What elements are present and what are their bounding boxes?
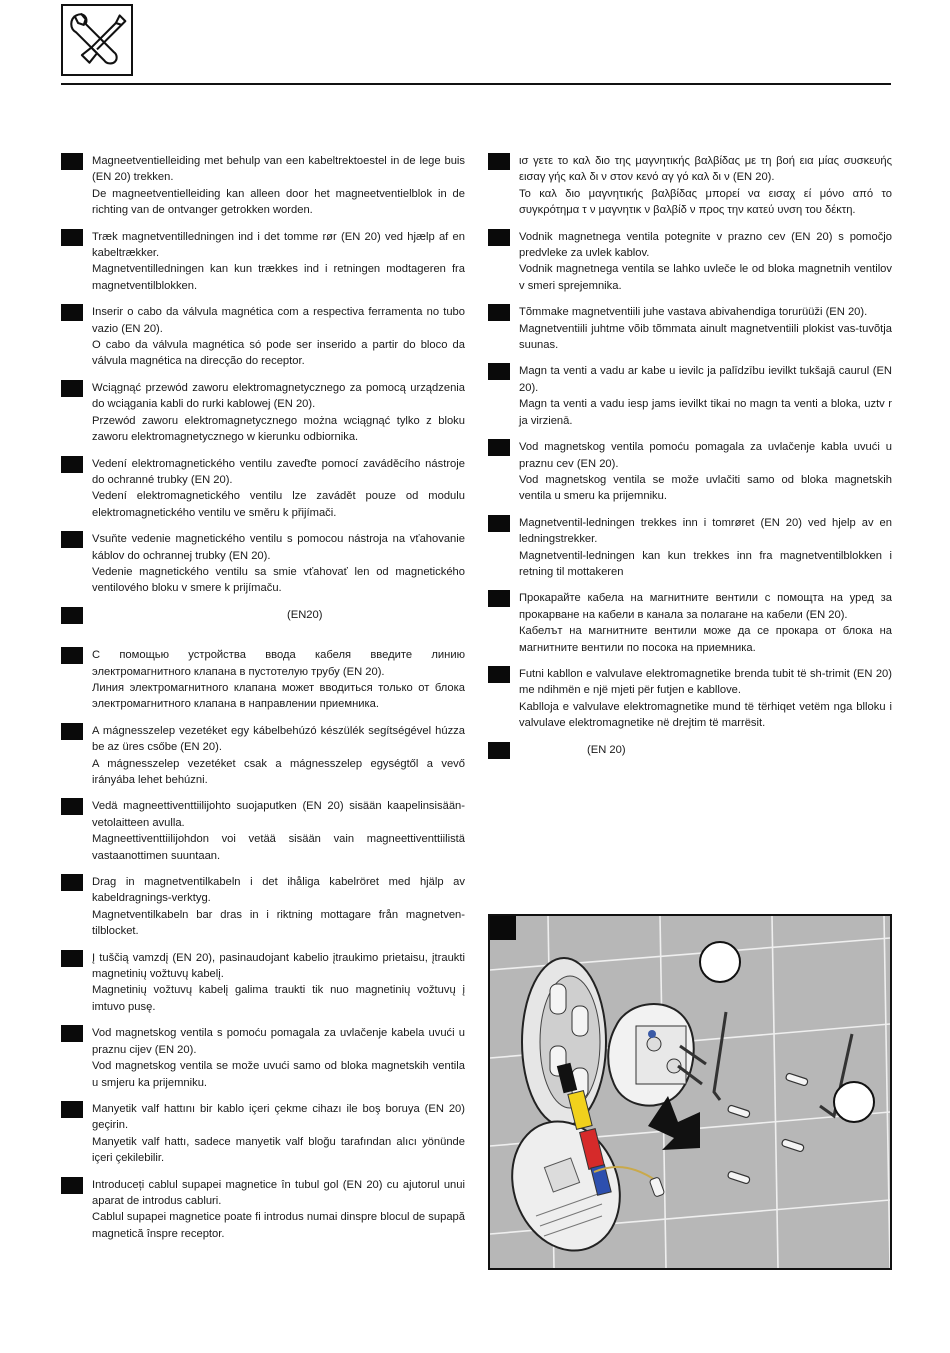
instruction-entry [61, 380, 465, 446]
instruction-line: Inserir o cabo da válvula magnética com a respectiva ferramenta no tubo vazio (EN 20). [92, 306, 465, 335]
instruction-text [92, 723, 465, 789]
instruction-line: Przewód zaworu elektromagnetycznego można wciągnąć tylko z bloku zaworu elektromagnetycznego w kierunku odbiornika. [92, 414, 465, 444]
language-marker [488, 590, 510, 607]
language-marker [61, 950, 83, 967]
language-marker [61, 456, 83, 473]
instruction-text [519, 304, 892, 353]
instruction-entry [488, 515, 892, 581]
instruction-line: Vod magnetskog ventila pomoću pomagala za uvlačenje kabla uvući u praznu cev (EN 20). [519, 441, 892, 470]
instruction-text [92, 153, 465, 219]
language-marker [61, 153, 83, 170]
instruction-text [519, 742, 892, 758]
instruction-text [92, 607, 465, 623]
language-marker [61, 380, 83, 397]
instruction-text [92, 229, 465, 295]
language-marker [61, 531, 83, 548]
wrench-screwdriver-icon [63, 6, 131, 74]
instruction-line: Wciągnąć przewód zaworu elektromagnetycznego za pomocą urządzenia do wciągania kabli do rurki kablowej (EN 20). [92, 381, 465, 411]
instruction-entry [61, 1177, 465, 1243]
instruction-entry [488, 363, 892, 429]
instruction-line: Прокарайте кабела на магнитните вентили с помощта на уред за прокарване на кабели в канала за полагане на кабели (EN 20). [519, 592, 892, 621]
instruction-entry [488, 590, 892, 656]
instruction-entry [488, 153, 892, 219]
instruction-entry [488, 229, 892, 295]
instruction-line: Cablul supapei magnetice poate fi introdus numai dinspre blocul de supapă magnetică înspre receptor. [92, 1211, 465, 1240]
instruction-line: Drag in magnetventilkabeln i det ihåliga kabelröret med hjälp av kabeldragnings-verktyg. [92, 876, 465, 905]
instruction-line: Vodnik magnetnega ventila potegnite v prazno cev (EN 20) s pomočjo predvleke za uvlek kablov. [519, 230, 892, 260]
instruction-entry [61, 456, 465, 522]
language-marker [61, 798, 83, 815]
language-marker [488, 304, 510, 321]
language-marker [61, 723, 83, 740]
instruction-entry [61, 874, 465, 940]
language-marker [61, 304, 83, 321]
instruction-line: Vsuňte vedenie magnetického ventilu s pomocou nástroja na vťahovanie káblov do ochrannej trubky (EN 20). [92, 533, 465, 562]
instruction-text [92, 950, 465, 1016]
instruction-line: Το καλ διο μαγνητικής βαλβίδας μπορεί να εισαχ εί μόνο από το συγκρότημα τ ν μαγνητικ ν βαλβίδ ν προς την κατεύ υνση του δέκτη. [519, 187, 892, 217]
instruction-entry [488, 666, 892, 732]
instruction-line: (EN20) [287, 608, 323, 621]
language-marker [488, 229, 510, 246]
instruction-line: Træk magnetventilledningen ind i det tomme rør (EN 20) ved hjælp af en kabeltrækker. [92, 230, 465, 260]
instruction-line: Magnetventil-ledningen trekkes inn i tomrøret (EN 20) ved hjelp av en ledningstrekker. [519, 516, 892, 546]
instruction-line: Magneetventielleiding met behulp van een kabeltrektoestel in de lege buis (EN 20) trekken. [92, 155, 465, 184]
instruction-line: Magn ta venti a vadu iesp jams ievilkt tikai no magn ta venti a bloka, uztv r ja virzienā. [519, 398, 892, 427]
instruction-entry [61, 1101, 465, 1167]
instruction-text [92, 1025, 465, 1091]
instruction-line: Introduceți cablul supapei magnetice în tubul gol (EN 20) cu ajutorul unui aparat de introdus cabluri. [92, 1178, 465, 1207]
instruction-entry [488, 742, 892, 758]
instruction-line: Kablloja e valvulave elektromagnetike mund të tërhiqet vetëm nga blloku i valvulave elektromagnetike në drejtim të marrësit. [519, 700, 892, 730]
instruction-line: Vedä magneettiventtiilijohto suojaputken (EN 20) sisään kaapelinsisään-vetolaitteen avulla. [92, 800, 465, 829]
instruction-line: Magn ta venti a vadu ar kabe u ievilc ja palīdzību ievilkt tukšajā caurul (EN 20). [519, 365, 892, 394]
language-marker [488, 153, 510, 170]
language-marker [61, 1101, 83, 1118]
instruction-line: Линия электромагнитного клапана может вводиться только от блока электромагнитного клапана в направлении приемника. [92, 681, 465, 711]
instruction-line: Magnetventilkabeln bar dras in i riktning mottagare från magnetven-tilblocket. [92, 908, 465, 938]
hex-key-left [714, 1012, 726, 1100]
instruction-text [519, 590, 892, 656]
left-column [61, 153, 465, 1252]
instruction-entry [61, 531, 465, 597]
instruction-line: ισ γετε το καλ διο της μαγνητικής βαλβίδας με τη βοή εια μίας συσκευής εισαγ γής καλ δι ν στον κενό αγ γό καλ δι ν (EN 20). [519, 155, 892, 184]
instruction-text [92, 798, 465, 864]
instruction-line: Vod magnetskog ventila s pomoću pomagala za uvlačenje kabela uvući u praznu cijev (EN 20). [92, 1027, 465, 1056]
mounting-box [522, 958, 606, 1126]
instruction-line: Manyetik valf hattı, sadece manyetik valf bloğu tarafından alıcı yönünde içeri çekilebilir. [92, 1135, 465, 1165]
instruction-text [519, 229, 892, 295]
instruction-line: Vod magnetskog ventila se može uvući samo od bloka magnetskih ventila u smjeru ka prijemniku. [92, 1060, 465, 1089]
language-marker [61, 874, 83, 891]
instruction-entry [61, 798, 465, 864]
tools-icon-box [61, 4, 133, 76]
instruction-text [92, 380, 465, 446]
instruction-entry [61, 723, 465, 789]
instruction-line: Magneettiventtiilijohdon voi vetää sisään vain magneettiventtiilistä vastaanottimen suuntaan. [92, 833, 465, 862]
right-column [488, 153, 892, 768]
instruction-text [92, 1177, 465, 1243]
instruction-line: Vod magnetskog ventila se može uvlačiti samo od bloka magnetskih ventila u smeru ka prijemniku. [519, 473, 892, 503]
language-marker [488, 742, 510, 759]
language-marker [488, 666, 510, 683]
instruction-entry [61, 647, 465, 713]
language-marker [61, 607, 83, 624]
instruction-entry [61, 153, 465, 219]
screw-set [727, 1073, 808, 1184]
language-marker [488, 363, 510, 380]
instruction-line: A mágnesszelep vezetéket egy kábelbehúzó készülék segítségével húzza be az üres csőbe (EN 20). [92, 724, 465, 754]
instruction-line: Magnetventiili juhtme võib tõmmata ainult magnetventiili plokist vas-tuvõtja suunas. [519, 322, 892, 352]
language-marker [61, 647, 83, 664]
instruction-line: Magnetinių vožtuvų kabelį galima traukti tik nuo magnetinių vožtuvų į imtuvo pusę. [92, 984, 465, 1013]
language-marker [61, 1025, 83, 1042]
instruction-text [519, 439, 892, 505]
instruction-entry [488, 304, 892, 353]
instruction-text [519, 666, 892, 732]
instruction-entry [61, 229, 465, 295]
instruction-entry [61, 607, 465, 637]
instruction-entry [488, 439, 892, 505]
instruction-text [92, 456, 465, 522]
instruction-line: Magnetventil-ledningen kan kun trekkes inn fra magnetventilblokken i retning til mottakeren [519, 549, 892, 578]
callout-a [700, 942, 740, 982]
instruction-line: Vedení elektromagnetického ventilu zaveďte pomocí zaváděcího nástroje do ochranné trubky (EN 20). [92, 457, 465, 486]
instruction-text [92, 874, 465, 940]
instruction-line: Futni kabllon e valvulave elektromagnetike brenda tubit të sh-trimit (EN 20) me ndihmën e një mjeti për futjen e kabllove. [519, 667, 892, 697]
instruction-line: (EN 20) [587, 743, 626, 756]
installation-figure [488, 914, 892, 1270]
instruction-text [92, 531, 465, 597]
instruction-line: Vedenie magnetického ventilu sa smie vťahovať len od magnetického ventilového bloku v smere k prijímaču. [92, 565, 465, 595]
instruction-text [519, 515, 892, 581]
instruction-text [92, 1101, 465, 1167]
instruction-line: Vedení elektromagnetického ventilu lze zavádět pouze od modulu elektromagnetického ventilu ve směru k přijímači. [92, 490, 465, 519]
instruction-entry [61, 950, 465, 1016]
language-marker [488, 439, 510, 456]
instruction-text [92, 647, 465, 713]
instruction-line: Tõmmake magnetventiili juhe vastava abivahendiga torurüüži (EN 20). [519, 306, 868, 319]
instruction-line: С помощью устройства ввода кабеля введите линию электромагнитного клапана в пустотелую трубу (EN 20). [92, 649, 465, 678]
language-marker [488, 515, 510, 532]
valve-block [608, 1004, 706, 1106]
instruction-entry [61, 304, 465, 370]
instruction-text [92, 304, 465, 370]
language-marker [61, 1177, 83, 1194]
instruction-line: A mágnesszelep vezetéket csak a mágnesszelep egységtől a vevő irányába lehet behúzni. [92, 757, 465, 786]
instruction-text [519, 363, 892, 429]
instruction-text [519, 153, 892, 219]
language-marker [61, 229, 83, 246]
instruction-line: Į tuščią vamzdį (EN 20), pasinaudojant kabelio įtraukimo prietaisu, įtraukti magnetinių vožtuvų kabelį. [92, 951, 465, 981]
instruction-line: Manyetik valf hattını bir kablo içeri çekme cihazı ile boş boruya (EN 20) geçirin. [92, 1102, 465, 1132]
instruction-line: De magneetventielleiding kan alleen door het magneetventielblok in de richting van de ontvanger getrokken worden. [92, 187, 465, 217]
callout-b [834, 1082, 874, 1122]
instruction-line: O cabo da válvula magnética só pode ser inserido a partir do bloco da válvula magnética na direcção do receptor. [92, 339, 465, 368]
instruction-entry [61, 1025, 465, 1091]
instruction-line: Кабелът на магнитните вентили може да се прокара от блока на магнитните вентили по посока на приемника. [519, 625, 892, 654]
cover-plate [495, 1106, 638, 1266]
header-rule [61, 83, 891, 85]
instruction-line: Vodnik magnetnega ventila se lahko uvleče le od bloka magnetnih ventilov v smeri sprejemnika. [519, 263, 892, 292]
instruction-line: Magnetventilledningen kan kun trækkes ind i retningen modtageren fra magnetventilblokken. [92, 263, 465, 292]
installation-illustration [490, 916, 890, 1268]
